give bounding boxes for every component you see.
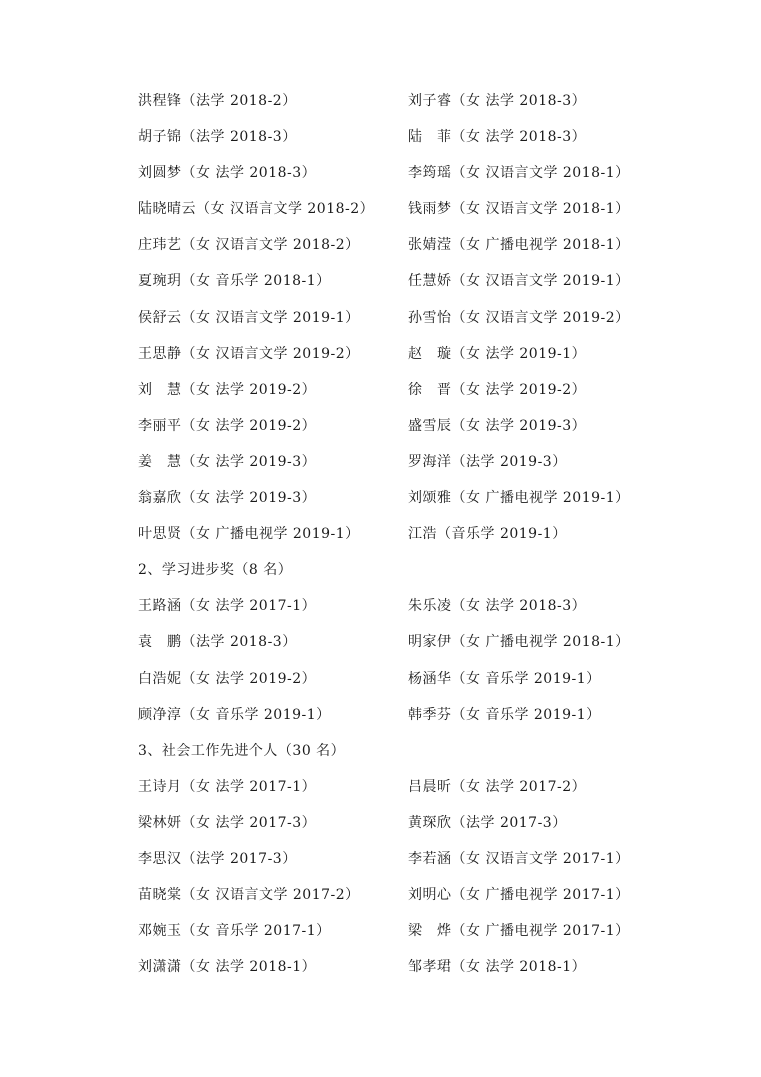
- list-row: [138, 523, 721, 559]
- name-entry: 江浩（音乐学 2019-1）: [408, 526, 567, 543]
- name-entry: 王思静（女 汉语言文学 2019-2）: [138, 345, 360, 362]
- name-entry: 苗晓棠（女 汉语言文学 2017-2）: [138, 887, 360, 904]
- section-heading: 2、学习进步奖（8 名）: [138, 562, 293, 579]
- name-entry: 张婧滢（女 广播电视学 2018-1）: [408, 237, 630, 254]
- list-row: [138, 270, 721, 306]
- list-row: [138, 487, 721, 523]
- name-entry: 庄玮艺（女 汉语言文学 2018-2）: [138, 237, 360, 254]
- list-row: [138, 920, 721, 956]
- name-entry: 王路涵（女 法学 2017-1）: [138, 598, 317, 615]
- name-entry: 陆晓晴云（女 汉语言文学 2018-2）: [138, 201, 375, 218]
- award-section-2: [138, 559, 721, 739]
- section-heading-row: [138, 740, 721, 776]
- name-entry: 韩季芬（女 音乐学 2019-1）: [408, 706, 601, 723]
- name-entry: 钱雨梦（女 汉语言文学 2018-1）: [408, 201, 630, 218]
- list-row: [138, 415, 721, 451]
- name-entry: 李若涵（女 汉语言文学 2017-1）: [408, 850, 630, 867]
- list-row: [138, 668, 721, 704]
- name-entry: 王诗月（女 法学 2017-1）: [138, 778, 317, 795]
- name-entry: 姜 慧（女 法学 2019-3）: [138, 453, 317, 470]
- name-entry: 杨涵华（女 音乐学 2019-1）: [408, 670, 601, 687]
- list-row: [138, 343, 721, 379]
- list-row: [138, 162, 721, 198]
- list-row: [138, 198, 721, 234]
- name-entry: 袁 鹏（法学 2018-3）: [138, 634, 297, 651]
- name-entry: 夏琬玥（女 音乐学 2018-1）: [138, 273, 331, 290]
- name-entry: 盛雪辰（女 法学 2019-3）: [408, 417, 587, 434]
- name-entry: 李思汉（法学 2017-3）: [138, 850, 297, 867]
- name-entry: 徐 晋（女 法学 2019-2）: [408, 381, 587, 398]
- list-row: [138, 451, 721, 487]
- name-entry: 李筠瑶（女 汉语言文学 2018-1）: [408, 165, 630, 182]
- name-entry: 罗海洋（法学 2019-3）: [408, 453, 567, 470]
- award-section-1: [138, 90, 721, 559]
- list-row: [138, 379, 721, 415]
- name-entry: 叶思贤（女 广播电视学 2019-1）: [138, 526, 360, 543]
- list-row: [138, 704, 721, 740]
- name-entry: 刘颂雅（女 广播电视学 2019-1）: [408, 490, 630, 507]
- list-row: [138, 307, 721, 343]
- list-row: [138, 631, 721, 667]
- list-row: [138, 234, 721, 270]
- name-entry: 翁嘉欣（女 法学 2019-3）: [138, 490, 317, 507]
- list-row: [138, 956, 721, 992]
- name-entry: 李丽平（女 法学 2019-2）: [138, 417, 317, 434]
- name-entry: 胡子锦（法学 2018-3）: [138, 129, 297, 146]
- list-row: [138, 884, 721, 920]
- name-entry: 顾净淳（女 音乐学 2019-1）: [138, 706, 331, 723]
- name-entry: 刘子睿（女 法学 2018-3）: [408, 93, 587, 109]
- name-entry: 侯舒云（女 汉语言文学 2019-1）: [138, 309, 360, 326]
- name-entry: 赵 璇（女 法学 2019-1）: [408, 345, 587, 362]
- name-entry: 孙雪怡（女 汉语言文学 2019-2）: [408, 309, 630, 326]
- name-entry: 吕晨昕（女 法学 2017-2）: [408, 778, 587, 795]
- name-entry: 白浩妮（女 法学 2019-2）: [138, 670, 317, 687]
- name-entry: 黄琛欣（法学 2017-3）: [408, 814, 567, 831]
- name-entry: 朱乐凌（女 法学 2018-3）: [408, 598, 587, 615]
- name-entry: 明家伊（女 广播电视学 2018-1）: [408, 634, 630, 651]
- list-row: [138, 812, 721, 848]
- award-section-3: [138, 740, 721, 993]
- name-entry: 刘潇潇（女 法学 2018-1）: [138, 959, 317, 976]
- name-entry: 陆 菲（女 法学 2018-3）: [408, 129, 587, 146]
- list-row: [138, 595, 721, 631]
- name-entry: 任慧娇（女 汉语言文学 2019-1）: [408, 273, 630, 290]
- name-entry: 梁 烨（女 广播电视学 2017-1）: [408, 923, 630, 940]
- list-row: [138, 126, 721, 162]
- section-heading: 3、社会工作先进个人（30 名）: [138, 742, 346, 759]
- name-entry: 邓婉玉（女 音乐学 2017-1）: [138, 923, 331, 940]
- list-row: [138, 90, 721, 126]
- list-row: [138, 776, 721, 812]
- section-heading-row: [138, 559, 721, 595]
- list-row: [138, 848, 721, 884]
- name-entry: 刘圆梦（女 法学 2018-3）: [138, 165, 317, 182]
- name-entry: 洪程锋（法学 2018-2）: [138, 93, 297, 109]
- name-entry: 刘明心（女 广播电视学 2017-1）: [408, 887, 630, 904]
- name-entry: 梁林妍（女 法学 2017-3）: [138, 814, 317, 831]
- name-entry: 刘 慧（女 法学 2019-2）: [138, 381, 317, 398]
- name-entry: 邹孝珺（女 法学 2018-1）: [408, 959, 587, 976]
